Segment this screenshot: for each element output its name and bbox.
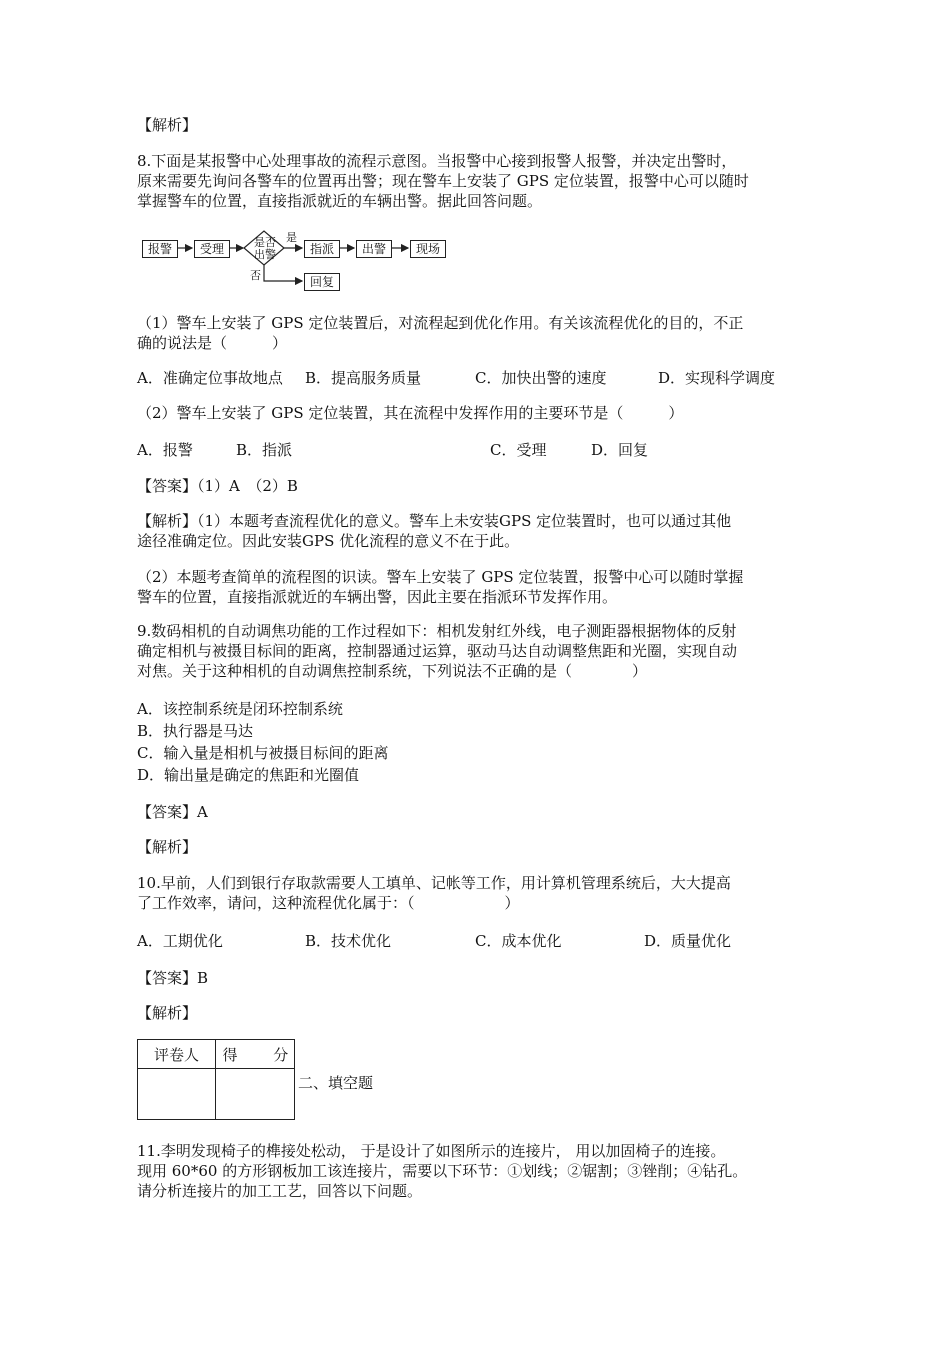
q8-analysis-line-1: 【解析】（1）本题考查流程优化的意义。警车上未安装GPS 定位装置时，也可以通过其他 xyxy=(137,512,732,530)
q10-analysis: 【解析】 xyxy=(137,1004,198,1022)
yes-label: 是 xyxy=(286,231,297,244)
q9-answer: 【答案】A xyxy=(137,803,208,821)
q8-sub1-line-2: 确的说法是（ ） xyxy=(137,334,288,352)
q8-sub2: （2）警车上安装了 GPS 定位装置，其在流程中发挥作用的主要环节是（ ） xyxy=(137,404,684,422)
flow-node-shouli: 受理 xyxy=(194,240,230,258)
flow-node-huifu: 回复 xyxy=(304,273,340,291)
q8-sub1-option-d: D．实现科学调度 xyxy=(658,369,776,387)
q9-option-a: A．该控制系统是闭环控制系统 xyxy=(137,700,343,718)
grader-blank xyxy=(138,1069,216,1120)
q8-sub1-option-c: C．加快出警的速度 xyxy=(475,369,607,387)
q9-stem-line-3: 对焦。关于这种相机的自动调焦控制系统，下列说法不正确的是（ ） xyxy=(137,662,648,680)
q10-stem-line-2: 了工作效率，请问，这种流程优化属于：（ ） xyxy=(137,894,520,912)
q10-option-d: D．质量优化 xyxy=(644,932,732,950)
decision-label-bottom: 出警 xyxy=(254,248,276,261)
score-label-fen: 分 xyxy=(273,1045,289,1064)
q8-analysis-line-4: 警车的位置，直接指派就近的车辆出警，因此主要在指派环节发挥作用。 xyxy=(137,588,618,606)
q8-stem-line-1: 8.下面是某报警中心处理事故的流程示意图。当报警中心接到报警人报警，并决定出警时， xyxy=(137,152,737,170)
q8-stem-line-2: 原来需要先询问各警车的位置再出警；现在警车上安装了 GPS 定位装置，报警中心可以随时 xyxy=(137,172,749,190)
q8-analysis-line-2: 途径准确定位。因此安装GPS 优化流程的意义不在于此。 xyxy=(137,532,520,550)
q8-sub2-option-b: B．指派 xyxy=(236,441,293,459)
q9-analysis: 【解析】 xyxy=(137,838,198,856)
analysis-heading: 【解析】 xyxy=(137,116,198,134)
q9-stem-line-2: 确定相机与被摄目标间的距离，控制器通过运算，驱动马达自动调整焦距和光圈，实现自动 xyxy=(137,642,738,660)
grader-label: 评卷人 xyxy=(138,1040,216,1069)
q9-option-d: D．输出量是确定的焦距和光圈值 xyxy=(137,766,360,784)
q10-answer: 【答案】B xyxy=(137,969,209,987)
score-blank xyxy=(216,1069,295,1120)
q8-analysis-line-3: （2）本题考查简单的流程图的识读。警车上安装了 GPS 定位装置，报警中心可以随时掌握 xyxy=(137,568,744,586)
q8-sub2-option-d: D．回复 xyxy=(591,441,649,459)
score-label-de: 得 xyxy=(222,1045,238,1064)
flow-node-xianchang: 现场 xyxy=(410,240,446,258)
decision-label-top: 是否 xyxy=(254,236,276,249)
q8-sub2-option-c: C．受理 xyxy=(490,441,547,459)
section-title-fill-blank: 二、填空题 xyxy=(298,1074,374,1092)
flow-node-chujing: 出警 xyxy=(356,240,392,258)
q9-option-c: C．输入量是相机与被摄目标间的距离 xyxy=(137,744,389,762)
q8-sub2-option-a: A．报警 xyxy=(137,441,193,459)
q8-sub1-line-1: （1）警车上安装了 GPS 定位装置后，对流程起到优化作用。有关该流程优化的目的，不正 xyxy=(137,314,744,332)
q9-stem-line-1: 9.数码相机的自动调焦功能的工作过程如下：相机发射红外线，电子测距器根据物体的反射 xyxy=(137,622,737,640)
flow-node-zhipai: 指派 xyxy=(304,240,340,258)
q8-sub1-option-a: A．准确定位事故地点 xyxy=(137,369,283,387)
q9-option-b: B．执行器是马达 xyxy=(137,722,254,740)
q10-stem-line-1: 10.早前，人们到银行存取款需要人工填单、记帐等工作，用计算机管理系统后，大大提高 xyxy=(137,874,731,892)
q8-answer: 【答案】（1）A （2）B xyxy=(137,477,298,495)
q8-stem-line-3: 掌握警车的位置，直接指派就近的车辆出警。据此回答问题。 xyxy=(137,192,543,210)
q10-option-c: C．成本优化 xyxy=(475,932,562,950)
score-table xyxy=(137,1039,295,1120)
q8-sub1-option-b: B．提高服务质量 xyxy=(305,369,422,387)
score-label-cell xyxy=(216,1040,295,1069)
q11-stem-line-3: 请分析连接片的加工工艺，回答以下问题。 xyxy=(137,1182,423,1200)
q10-option-b: B．技术优化 xyxy=(305,932,392,950)
q10-option-a: A．工期优化 xyxy=(137,932,223,950)
q11-stem-line-2: 现用 60*60 的方形钢板加工该连接片，需要以下环节：①划线；②锯割；③锉削；④钻孔。 xyxy=(137,1162,748,1180)
q11-stem-line-1: 11.李明发现椅子的榫接处松动， 于是设计了如图所示的连接片， 用以加固椅子的连接。 xyxy=(137,1142,726,1160)
flow-node-baojing: 报警 xyxy=(142,240,178,258)
no-label: 否 xyxy=(250,269,261,282)
q8-flowchart xyxy=(140,228,450,296)
